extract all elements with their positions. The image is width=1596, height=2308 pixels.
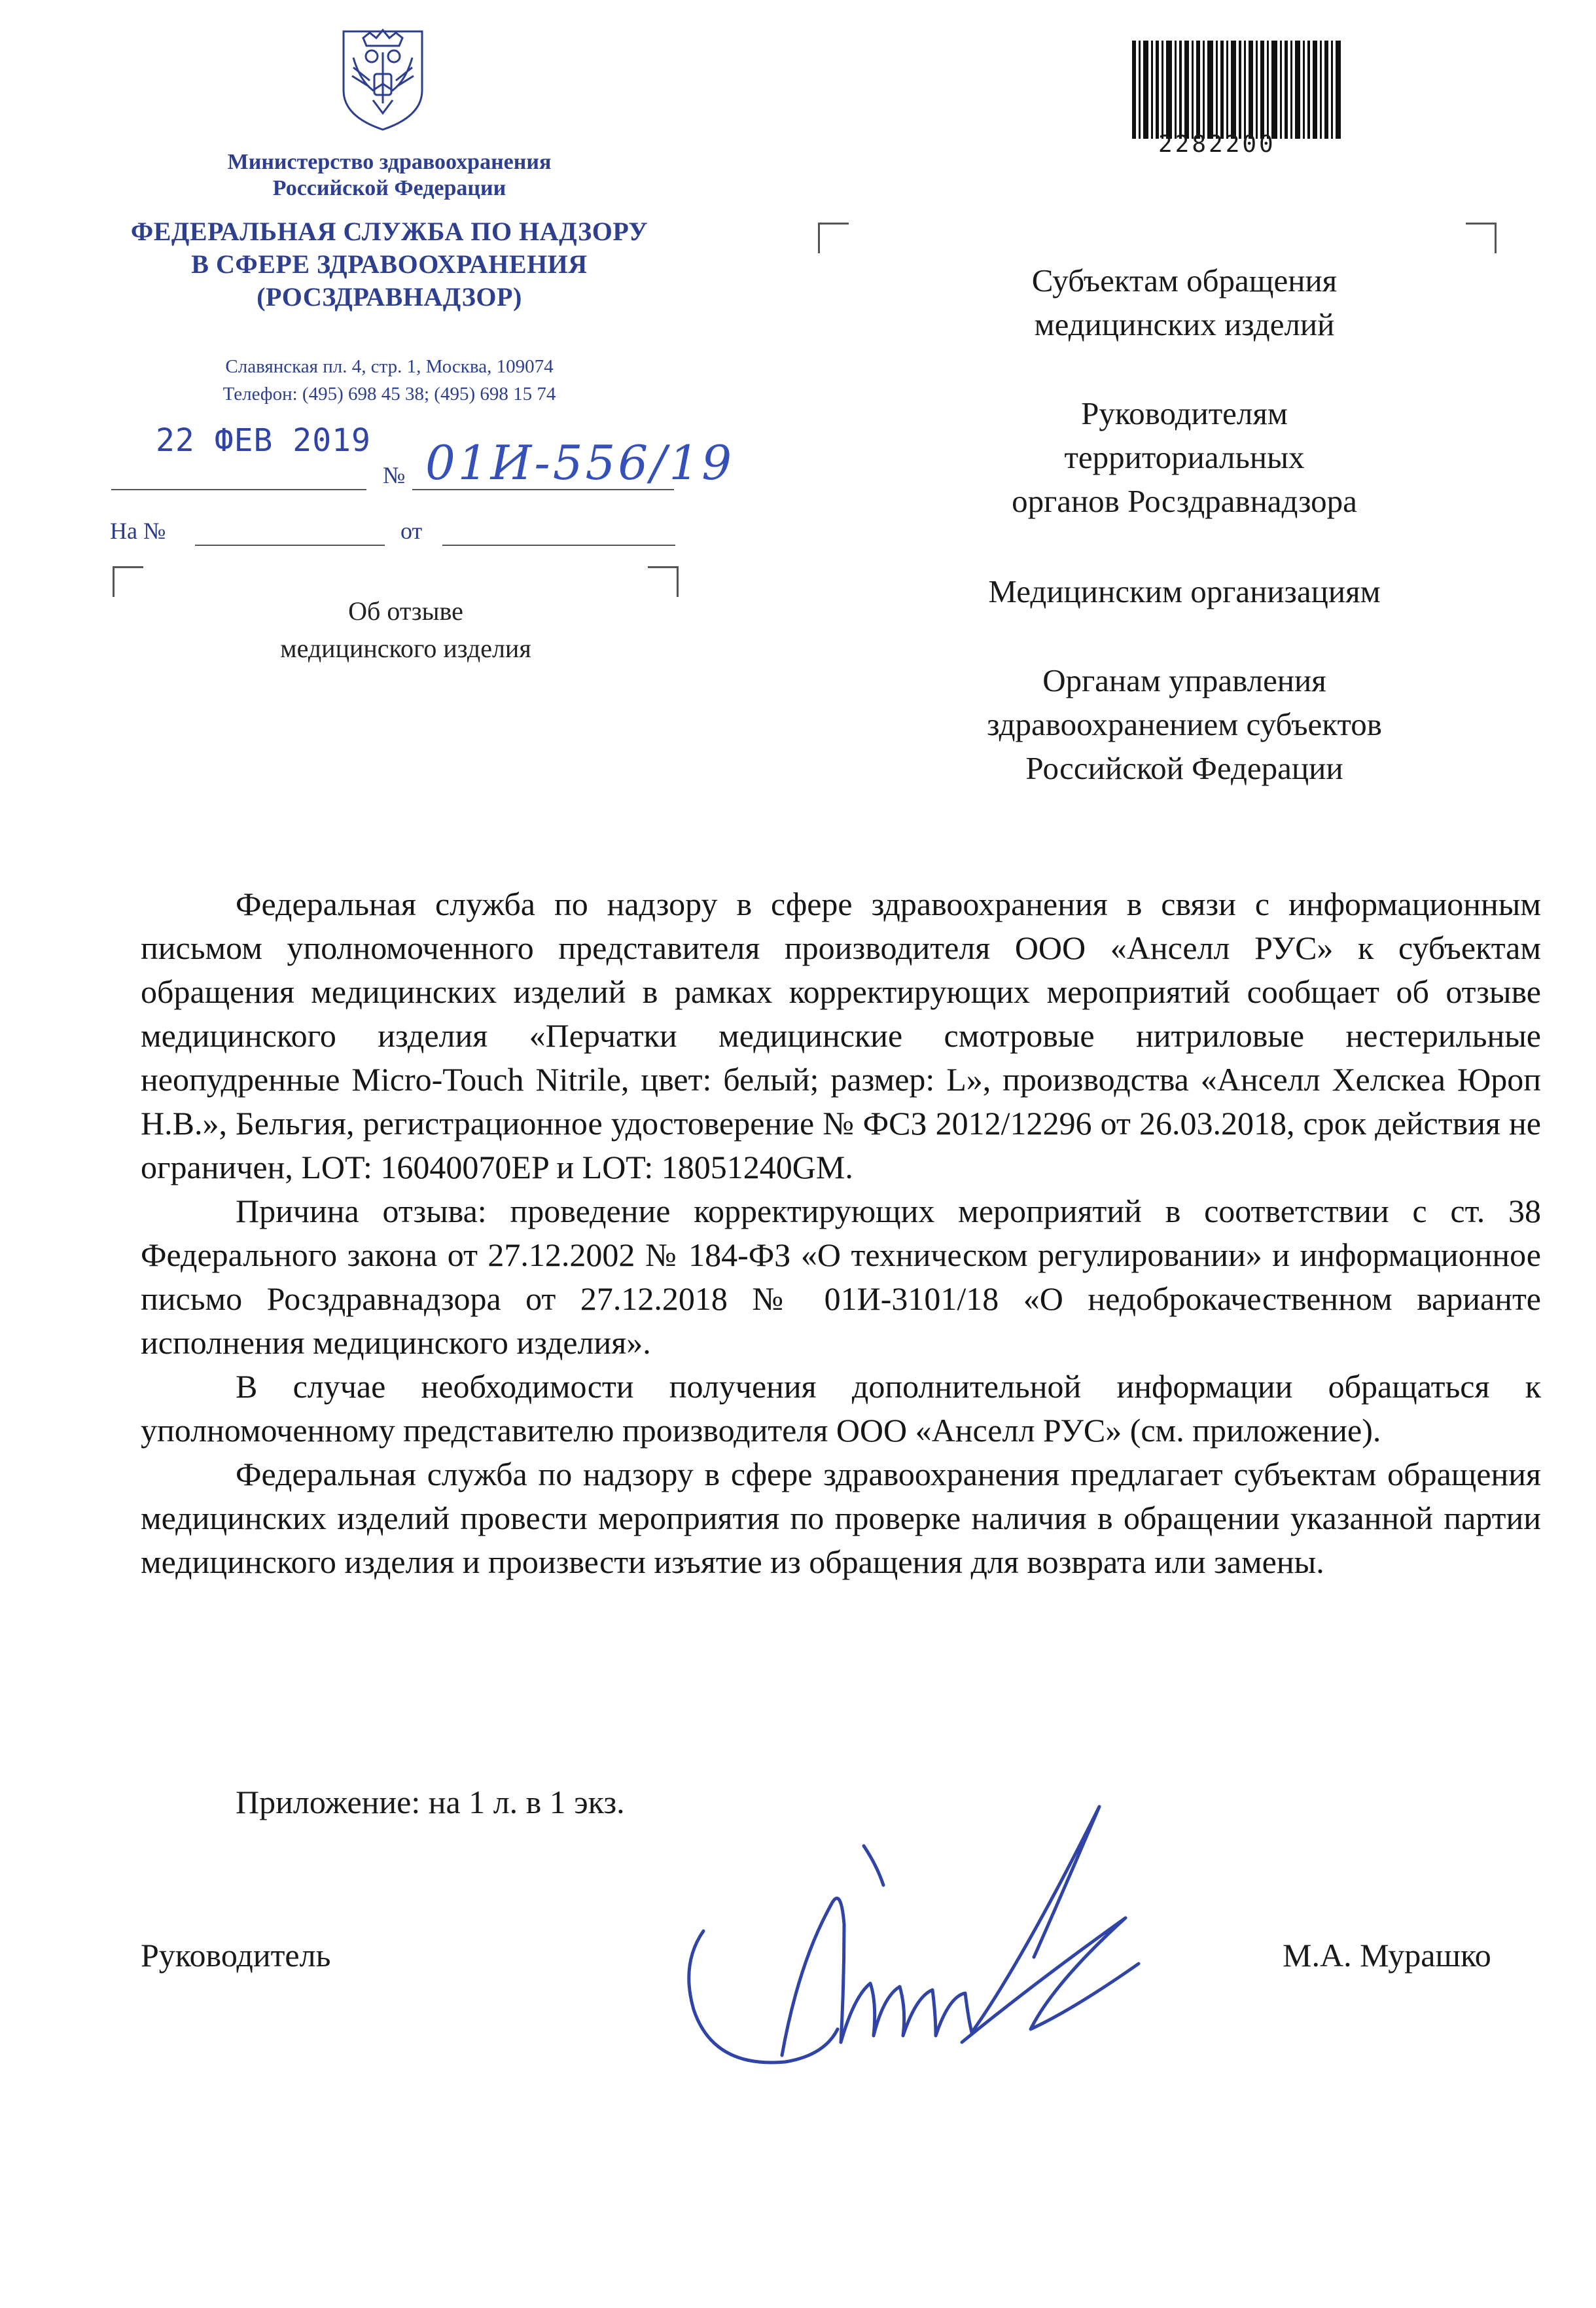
number-label: №	[383, 462, 406, 488]
recipient-line: Органам управления	[1042, 662, 1326, 698]
body-paragraph-3: В случае необходимости получения дополнительной информации обращаться к уполномоченному представителю производителя ООО «Анселл РУС» (см. приложение).	[141, 1368, 1541, 1449]
phone-line: Телефон: (495) 698 45 38; (495) 698 15 74	[222, 384, 556, 405]
recipient-corner-right	[1466, 223, 1497, 253]
recipient-group-4	[870, 658, 1498, 790]
recipient-group-2	[870, 391, 1498, 523]
subject-line1: Об отзыве	[348, 596, 463, 626]
recipient-corner-left	[818, 223, 849, 253]
attachment-note: Приложение: на 1 л. в 1 экз.	[236, 1784, 625, 1820]
recipient-line: Руководителям	[1081, 395, 1288, 431]
subject-line2: медицинского изделия	[280, 634, 531, 663]
recipient-line: здравоохранением субъектов	[987, 706, 1382, 742]
body-paragraph-4: Федеральная служба по надзору в сфере здравоохранения предлагает субъектам обращения медицинских изделий провести мероприятия по проверке наличия в обращении указанной партии медицинского изделия и произвести изъятие из обращения для возврата или замены.	[141, 1456, 1541, 1580]
service-name-line3: (РОСЗДРАВНАДЗОР)	[257, 282, 522, 312]
coat-of-arms-icon	[334, 18, 432, 133]
recipient-line: территориальных	[1064, 439, 1305, 475]
body-paragraph-2: Причина отзыва: проведение корректирующих мероприятий в соответствии с ст. 38 Федерального закона от 27.12.2002 № 184-ФЗ «О техническом регулировании» и информационное письмо Росздравнадзора от 27.12.2018 № 01И-3101/18 «О недоброкачественном варианте исполнения медицинского изделия».	[141, 1193, 1541, 1361]
handwritten-signature	[667, 1767, 1191, 2108]
reply-to-label: На №	[110, 518, 166, 544]
reply-date-field	[442, 545, 675, 546]
recipient-line: медицинских изделий	[1034, 306, 1335, 342]
recipient-line: Российской Федерации	[1025, 750, 1343, 786]
address-line: Славянская пл. 4, стр. 1, Москва, 109074	[225, 356, 554, 377]
service-name-line1: ФЕДЕРАЛЬНАЯ СЛУЖБА ПО НАДЗОРУ	[130, 217, 648, 246]
recipient-line: Субъектам обращения	[1031, 262, 1338, 298]
letter-body	[141, 882, 1541, 1584]
date-stamp: 22 ФЕВ 2019	[156, 422, 371, 459]
signatory-role: Руководитель	[141, 1937, 331, 1974]
number-underline	[412, 489, 674, 490]
date-underline	[111, 489, 366, 490]
recipient-group-1	[870, 259, 1498, 346]
reply-number-field	[195, 545, 385, 546]
barcode	[1132, 41, 1341, 139]
ministry-name-line2: Российской Федерации	[272, 176, 506, 200]
recipient-line: органов Росздравнадзора	[1012, 483, 1357, 519]
recipient-line: Медицинским организациям	[988, 573, 1381, 609]
signatory-name: М.А. Мурашко	[1283, 1937, 1491, 1974]
registration-number: 01И-556/19	[425, 435, 735, 490]
barcode-number: 2282200	[1158, 131, 1276, 158]
service-name-line2: В СФЕРЕ ЗДРАВООХРАНЕНИЯ	[191, 249, 588, 279]
reply-from-label: от	[400, 518, 423, 544]
body-paragraph-1: Федеральная служба по надзору в сфере здравоохранения в связи с информационным письмом уполномоченного представителя производителя ООО «Анселл РУС» к субъектам обращения медицинских изделий в рамках корректирующих мероприятий сообщает об отзыве медицинского изделия «Перчатки медицинские смотровые нитриловые нестерильные неопудренные Micro-Touch Nitrile, цвет: белый; размер: L», производства «Анселл Хелскеа Юроп Н.В.», Бельгия, регистрационное удостоверение № ФСЗ 2012/12296 от 26.03.2018, срок действия не ограничен, LOT: 16040070EP и LOT: 18051240GM.	[141, 886, 1541, 1185]
subject-block	[131, 592, 681, 667]
ministry-name-line1: Министерство здравоохранения	[227, 150, 552, 174]
recipient-group-3	[870, 569, 1498, 613]
